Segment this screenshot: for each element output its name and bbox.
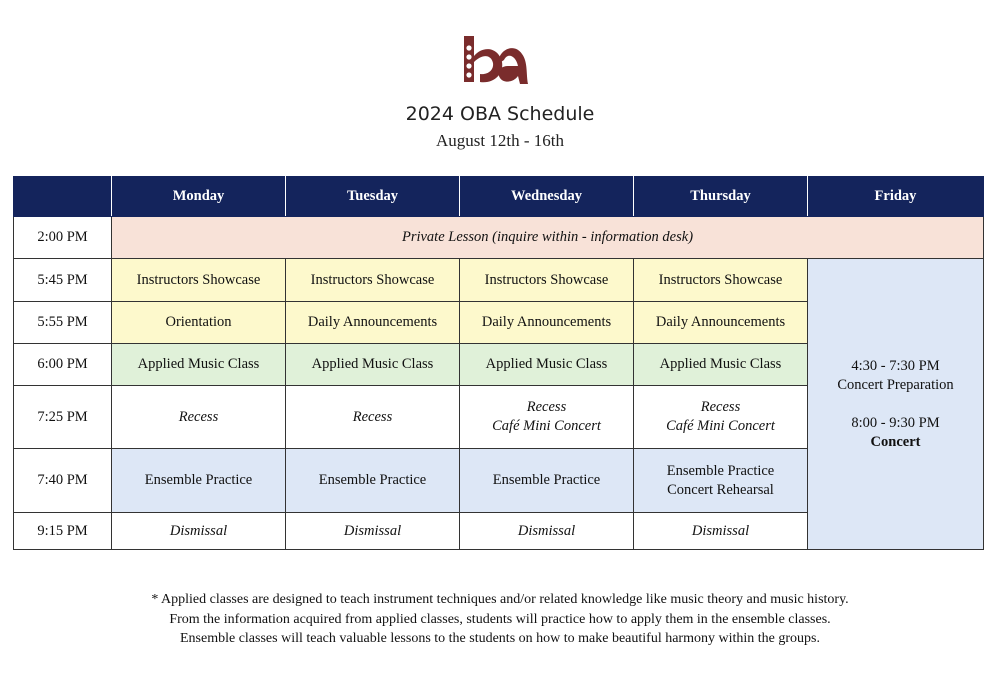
time-cell: 7:40 PM <box>14 449 112 513</box>
schedule-cell: Instructors Showcase <box>112 259 286 302</box>
schedule-cell: Daily Announcements <box>460 302 634 344</box>
table-row <box>14 217 984 259</box>
friday-time-1: 4:30 - 7:30 PM <box>851 357 940 374</box>
header-row <box>14 177 984 217</box>
header-day: Monday <box>112 177 286 217</box>
header-day: Wednesday <box>460 177 634 217</box>
schedule-cell: Instructors Showcase <box>460 259 634 302</box>
cell-line: Recess <box>352 408 393 425</box>
page-title: 2024 OBA Schedule <box>405 103 595 125</box>
cell-line: Ensemble Practice <box>492 472 601 488</box>
schedule-cell <box>112 449 286 513</box>
footnote-line: * Applied classes are designed to teach instrument techniques and/or related knowledge like music theory and music history. <box>151 592 849 607</box>
schedule-cell: Daily Announcements <box>634 302 808 344</box>
friday-event-2: Concert <box>870 433 921 450</box>
schedule-cell: Dismissal <box>460 513 634 550</box>
cell-line: Café Mini Concert <box>492 418 601 434</box>
time-cell: 5:45 PM <box>14 259 112 302</box>
table-row <box>14 259 984 302</box>
header-day: Friday <box>808 177 984 217</box>
footnote-line: From the information acquired from applied classes, students will practice how to apply them in the ensemble classes. <box>169 611 831 627</box>
schedule-cell: Applied Music Class <box>460 344 634 386</box>
cell-line: Ensemble Practice <box>144 472 253 488</box>
time-cell: 5:55 PM <box>14 302 112 344</box>
date-range: August 12th - 16th <box>436 131 564 150</box>
cell-line: Concert Rehearsal <box>667 481 774 498</box>
cell-line: Café Mini Concert <box>666 418 775 434</box>
header-day: Thursday <box>634 177 808 217</box>
schedule-cell: Applied Music Class <box>634 344 808 386</box>
schedule-cell <box>634 386 808 449</box>
schedule-cell: Dismissal <box>286 513 460 550</box>
schedule-cell <box>634 449 808 513</box>
friday-cell <box>808 259 984 550</box>
schedule-cell <box>460 386 634 449</box>
header-day: Tuesday <box>286 177 460 217</box>
cell-line: Recess <box>526 399 567 415</box>
cell-line: Ensemble Practice <box>318 472 427 488</box>
cell-line: Recess <box>700 399 741 415</box>
schedule-cell: Dismissal <box>634 513 808 550</box>
private-lesson-cell: Private Lesson (inquire within - information desk) <box>112 217 984 259</box>
schedule-cell: Applied Music Class <box>286 344 460 386</box>
cell-line: Ensemble Practice <box>666 462 775 479</box>
schedule-cell <box>286 386 460 449</box>
footnote <box>0 590 1000 649</box>
schedule-cell: Applied Music Class <box>112 344 286 386</box>
schedule-cell <box>112 386 286 449</box>
cell-line: Recess <box>178 408 219 425</box>
time-cell: 7:25 PM <box>14 386 112 449</box>
schedule-cell <box>460 449 634 513</box>
time-cell: 2:00 PM <box>14 217 112 259</box>
header-time-corner <box>14 177 112 217</box>
schedule-cell: Dismissal <box>112 513 286 550</box>
schedule-cell: Instructors Showcase <box>634 259 808 302</box>
schedule-cell: Instructors Showcase <box>286 259 460 302</box>
footnote-line: Ensemble classes will teach valuable lessons to the students on how to make beautiful harmony within the groups. <box>180 631 820 646</box>
oba-logo-icon <box>458 30 538 92</box>
friday-time-2: 8:00 - 9:30 PM <box>851 414 940 431</box>
schedule-table <box>13 176 984 550</box>
schedule-cell: Daily Announcements <box>286 302 460 344</box>
time-cell: 9:15 PM <box>14 513 112 550</box>
friday-event-1: Concert Preparation <box>837 376 954 393</box>
time-cell: 6:00 PM <box>14 344 112 386</box>
schedule-cell <box>286 449 460 513</box>
schedule-cell: Orientation <box>112 302 286 344</box>
